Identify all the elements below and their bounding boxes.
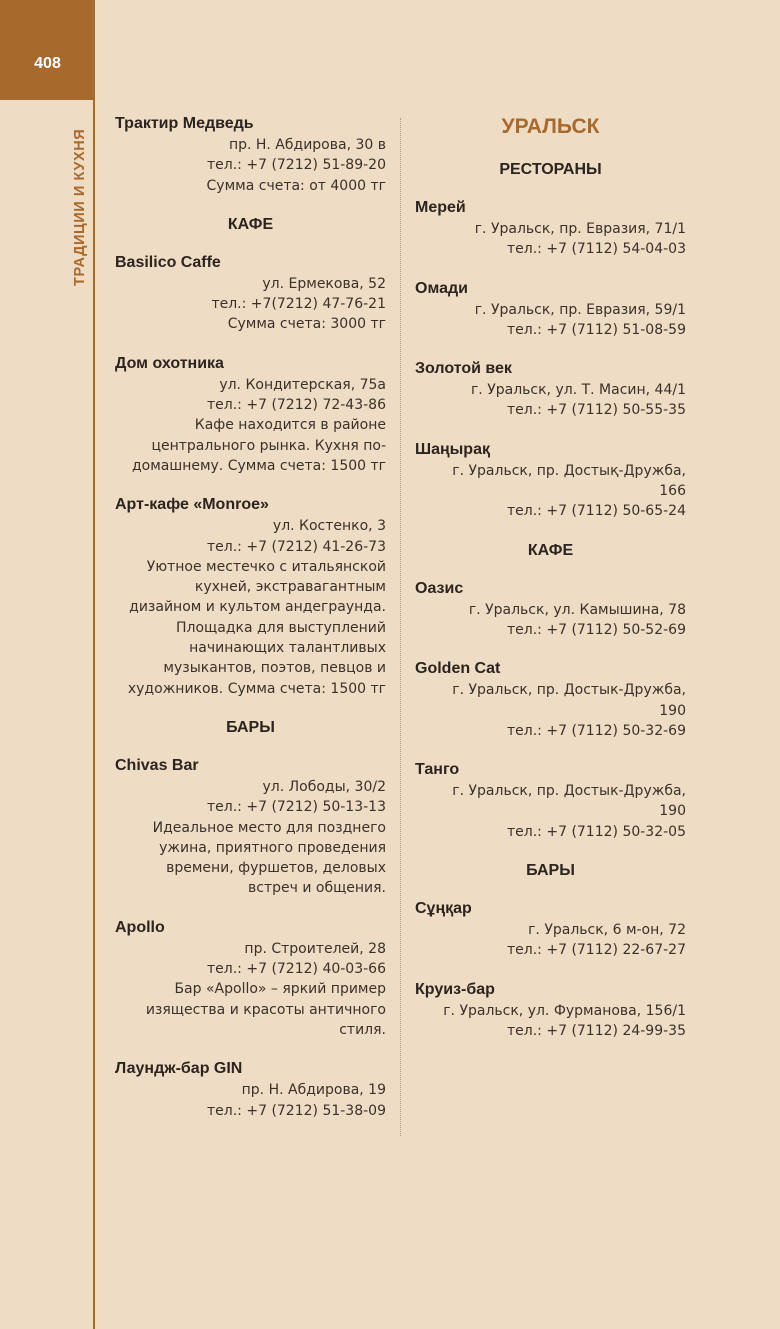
listing-description: встреч и общения. [248,880,386,897]
listing-phone: тел.: +7 (7212) 51-89-20 [207,157,386,174]
listing-price: Сумма счета: от 4000 тг [206,177,386,194]
listing-chivas-bar [115,755,386,899]
listing-description: Кафе находится в районе [194,417,386,434]
listing-name: Трактир Медведь [115,115,254,132]
listing-phone: тел.: +7 (7212) 41-26-73 [207,538,386,555]
listing-description: Бар «Apollo» – яркий пример [174,981,386,998]
listing-omadi [415,278,686,341]
listing-description: изящества и красоты античного [145,1001,386,1018]
listing-phone: тел.: +7 (7112) 22-67-27 [507,942,686,959]
subheading-bars: БАРЫ [526,862,575,880]
listing-basilico-caffe [115,252,386,335]
listing-address: г. Уральск, пр. Евразия, 59/1 [474,301,686,318]
listing-description: стиля. [339,1021,386,1038]
listing-phone: тел.: +7 (7112) 54-04-03 [507,241,686,258]
listing-address: г. Уральск, пр. Достык-Дружба, [452,783,686,800]
listing-traktir-medved [115,113,386,196]
listing-address: г. Уральск, пр. Достык-Дружба, [452,682,686,699]
listing-apollo [115,917,386,1040]
listing-address: ул. Ермекова, 52 [262,275,386,292]
listing-name: Golden Cat [415,660,501,678]
listing-address: пр. Н. Абдирова, 19 [241,1082,386,1099]
listing-description: Идеальное место для позднего [152,819,386,836]
listing-address: г. Уральск, ул. Т. Масин, 44/1 [470,382,686,399]
listing-phone: тел.: +7 (7112) 50-55-35 [507,402,686,419]
listing-description: центрального рынка. Кухня по- [151,437,386,454]
listing-address: пр. Строителей, 28 [244,940,386,957]
section-title: ТРАДИЦИИ И КУХНЯ [72,128,88,286]
listing-address: ул. Лободы, 30/2 [262,778,386,795]
listing-phone: тел.: +7 (7112) 51-08-59 [507,321,686,338]
listing-address: г. Уральск, ул. Камышина, 78 [468,601,686,618]
listing-name: Круиз-бар [415,980,495,998]
listing-name: Танго [415,761,460,779]
listing-name: Сұңқар [415,900,472,918]
listing-address: ул. Костенко, 3 [272,518,386,535]
listing-oazis [415,578,686,641]
listing-address: г. Уральск, 6 м-он, 72 [528,922,686,939]
listing-address: 166 [659,483,686,500]
listing-sunkar [415,898,686,961]
side-margin [0,0,95,1329]
listing-address: ул. Кондитерская, 75а [219,376,386,393]
listing-description: ужина, приятного проведения [159,839,386,856]
listing-description: дизайном и культом андеграунда. [129,599,386,616]
listing-address: 190 [659,702,686,719]
listing-name: Дом охотника [115,354,224,372]
listing-description: Площадка для выступлений [176,619,386,636]
listing-description: музыкантов, поэтов, певцов и [163,660,386,677]
listing-name: Шаңырақ [415,440,490,458]
page-number: 408 [34,55,61,72]
listing-zolotoy-vek [415,358,686,421]
listing-description: домашнему. Сумма счета: 1500 тг [132,457,386,474]
listing-description: кухней, экстравагантным [194,579,386,596]
listing-phone: тел.: +7 (7212) 51-38-09 [207,1102,386,1119]
listing-name: Оазис [415,579,464,597]
listing-phone: тел.: +7 (7212) 40-03-66 [207,961,386,978]
listing-tango [415,759,686,842]
listing-lounge-bar-gin [115,1058,386,1121]
listing-name: Омади [415,279,468,297]
listing-name: Apollo [115,918,165,936]
listing-phone: тел.: +7 (7112) 50-32-05 [507,823,686,840]
subheading-bars: БАРЫ [226,718,275,736]
listing-description: художников. Сумма счета: 1500 тг [127,680,386,697]
listing-name: Арт-кафе «Monroe» [115,496,269,514]
listing-address: г. Уральск, пр. Евразия, 71/1 [474,221,686,237]
section-title-vertical [70,116,90,286]
listing-shanyrak [415,439,686,522]
listing-address: пр. Н. Абдирова, 30 в [228,137,386,153]
listing-phone: тел.: +7(7212) 47-76-21 [211,296,386,313]
right-column [415,113,686,1059]
listing-address: г. Уральск, ул. Фурманова, 156/1 [443,1002,686,1019]
listing-merey [415,197,686,260]
listing-phone: тел.: +7 (7112) 50-52-69 [507,621,686,638]
city-heading: УРАЛЬСК [501,115,600,138]
subheading-restaurants: РЕСТОРАНЫ [499,161,602,178]
listing-dom-okhotnika [115,353,386,476]
listing-name: Лаундж-бар GIN [115,1060,243,1078]
listing-name: Мерей [415,199,466,216]
listing-address: 190 [659,803,686,820]
listing-name: Золотой век [415,360,512,378]
page-number-tab [0,0,95,100]
listing-description: Уютное местечко с итальянской [146,558,386,575]
listing-phone: тел.: +7 (7212) 72-43-86 [207,397,386,414]
listing-description: начинающих талантливых [189,640,386,657]
listing-name: Chivas Bar [115,756,199,774]
listing-kruiz-bar [415,979,686,1042]
listing-phone: тел.: +7 (7112) 50-32-69 [507,722,686,739]
listing-description: времени, фуршетов, деловых [166,860,386,877]
listing-address: г. Уральск, пр. Достық-Дружба, [452,462,686,479]
column-divider [400,118,401,1136]
listing-phone: тел.: +7 (7212) 50-13-13 [207,799,386,816]
listing-phone: тел.: +7 (7112) 50-65-24 [507,503,686,520]
left-column [115,113,386,1139]
listing-art-cafe-monroe [115,494,386,699]
subheading-cafe: КАФЕ [227,215,274,233]
listing-phone: тел.: +7 (7112) 24-99-35 [507,1022,686,1039]
listing-name: Basilico Caffe [115,253,221,271]
subheading-cafe: КАФЕ [527,541,574,559]
listing-golden-cat [415,658,686,741]
listing-price: Сумма счета: 3000 тг [227,316,386,333]
